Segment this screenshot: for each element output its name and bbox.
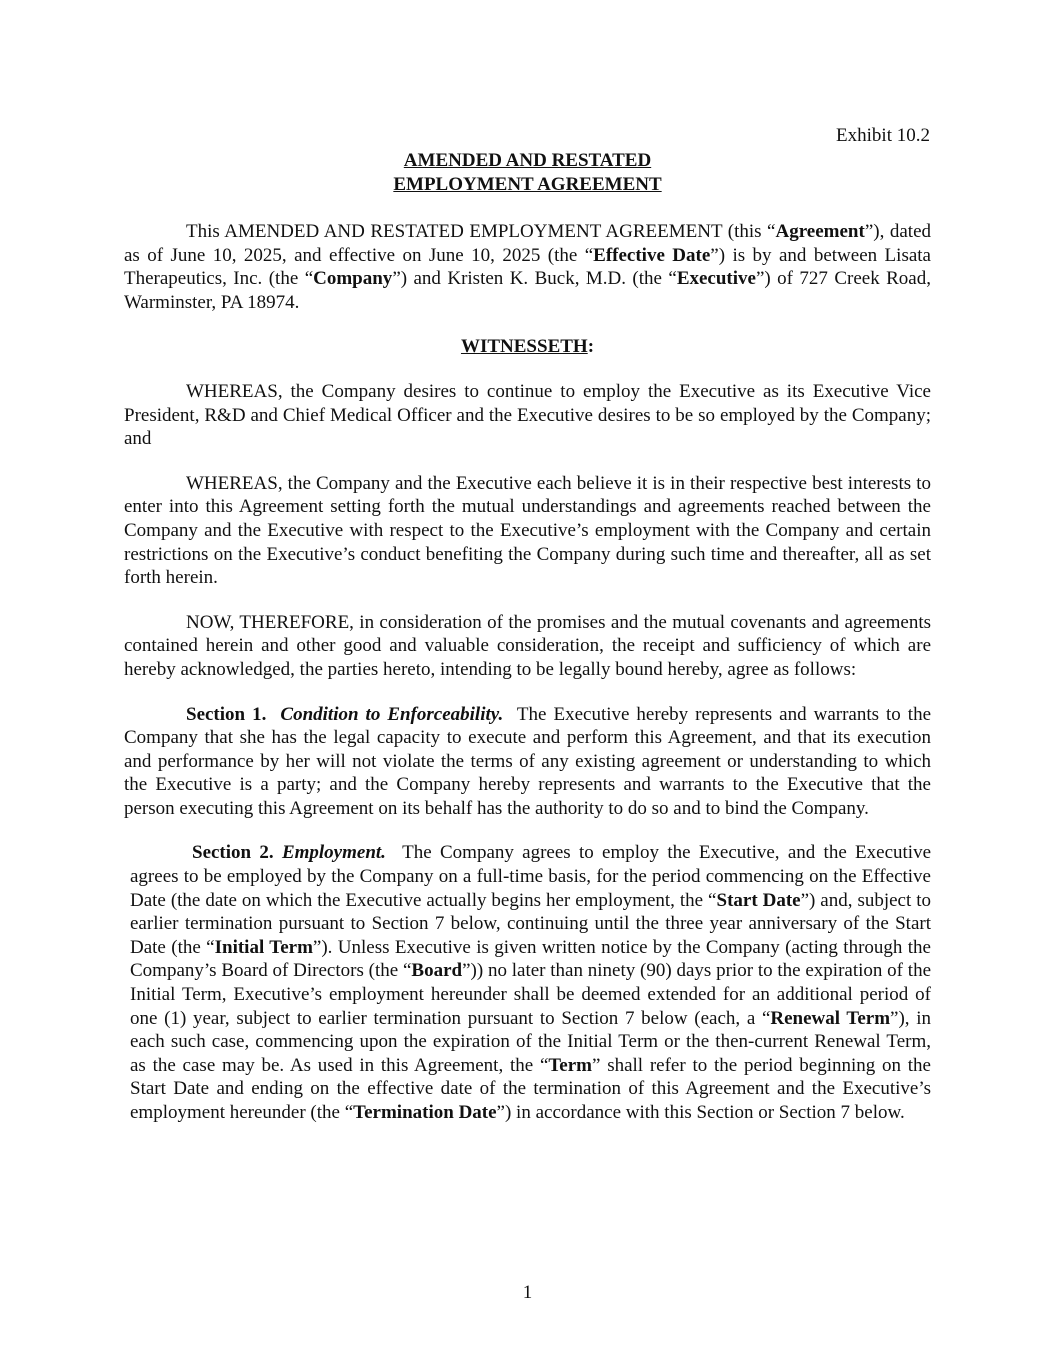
whereas-paragraph-2: WHEREAS, the Company and the Executive each believe it is in their respective best interests to enter into this Agreement setting forth the mutual understandings and agreements reached between the Company and the Executive with respect to the Executive’s employment with the Company and certain restrictions on the Executive’s conduct benefiting the Company during such time and thereafter, all as set forth herein. [124,472,931,589]
section-2-text: ”) in accordance with this Section or Section 7 below. [496,1102,905,1123]
intro-text: ”), dated as of June 10, 2025, and effective on June 10, 2025 (the “ [124,221,931,266]
section-1-text: The Executive hereby represents and warrants to the Company that she has the legal capacity to execute and perform this Agreement, and that its execution and performance by her will not violate the terms of any existing agreement or understanding to which the Executive is a party; and the Company hereby represents and warrants to the Executive that the person executing this Agreement on its behalf has the authority to do so and to bind the Company. [124,703,932,819]
defined-term-termination-date: Termination Date [353,1102,497,1123]
now-therefore-paragraph: NOW, THEREFORE, in consideration of the promises and the mutual covenants and agreements contained herein and other good and valuable consideration, the receipt and sufficiency of which are hereby acknowledged, the parties hereto, intending to be legally bound hereby, agree as follows: [124,611,931,680]
exhibit-label: Exhibit 10.2 [836,125,930,146]
defined-term-initial-term: Initial Term [214,936,313,958]
section-1-paragraph [124,703,931,821]
section-2-paragraph [124,841,931,1124]
section-1-number: Section 1. [186,703,267,725]
intro-text: This AMENDED AND RESTATED EMPLOYMENT AGREEMENT (this “ [186,221,776,242]
section-2-text: ”), in each such case, commencing upon the expiration of the Initial Term or the then-current Renewal Term, as the case may be. As used in this Agreement, the “ [130,1007,932,1076]
defined-term-agreement: Agreement [775,221,865,242]
defined-term-term: Term [548,1054,592,1076]
section-2-text: ”)) no later than ninety (90) days prior to the expiration of the Initial Term, Executive’s employment hereunder shall be deemed extended for an additional period of one (1) year, subject to earlier termination pursuant to Section 7 below (each, a “ [130,960,932,1029]
whereas-paragraph-1: WHEREAS, the Company desires to continue to employ the Executive as its Executive Vice President, R&D and Chief Medical Officer and the Executive desires to be so employed by the Company; and [124,380,931,450]
intro-text: ”) is by and between Lisata Therapeutics, Inc. (the “ [124,244,931,290]
section-2-number: Section 2. [192,842,274,864]
section-1-heading: Condition to Enforceability. [280,703,504,725]
title-line-1: AMENDED AND RESTATED [403,150,652,171]
intro-paragraph [124,220,931,314]
section-2-heading: Employment. [281,842,386,864]
witnesseth-colon: : [587,336,595,358]
defined-term-executive: Executive [676,268,756,290]
defined-term-board: Board [411,960,463,982]
title-line-2: EMPLOYMENT AGREEMENT [393,174,662,195]
defined-term-start-date: Start Date [716,889,801,911]
section-2-text: ”). Unless Executive is given written notice by the Company (acting through the Company’s Board of Directors (the “ [130,936,931,982]
defined-term-company: Company [313,268,393,290]
witnesseth-heading [124,335,931,359]
witnesseth-word: WITNESSETH [460,336,588,358]
intro-text: ”) of 727 Creek Road, Warminster, PA 18974. [124,268,931,313]
document-body [124,220,931,1125]
section-2-text: ”) and, subject to earlier termination pursuant to Section 7 below, continuing until the three year anniversary of the Start Date (the “ [130,889,931,958]
intro-text: ”) and Kristen K. Buck, M.D. (the “ [392,268,677,290]
section-2-text: The Company agrees to employ the Executive, and the Executive agrees to be employed by the Company on a full-time basis, for the period commencing on the Effective Date (the date on which the Executive actually begins her employment, the “ [130,842,932,911]
document-title [0,149,1055,197]
section-2-text: ” shall refer to the period beginning on the Start Date and ending on the effective date of the termination of this Agreement and the Executive’s employment hereunder (the “ [130,1054,931,1123]
defined-term-renewal-term: Renewal Term [770,1007,891,1029]
page-number: 1 [522,1282,533,1303]
defined-term-effective-date: Effective Date [593,244,711,266]
